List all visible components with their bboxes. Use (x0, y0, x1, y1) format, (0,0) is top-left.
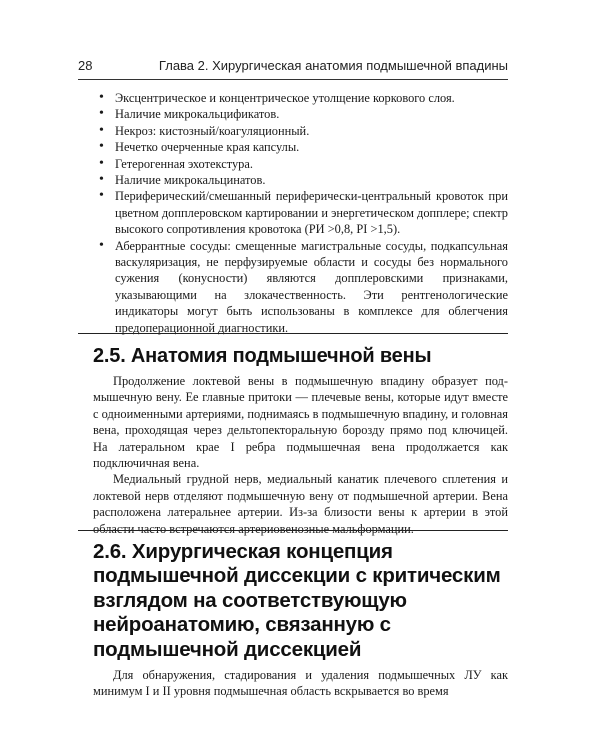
list-item: • Аберрантные сосуды: смещенные магистральные сосуды, подкапсульная васкуляризация, не перфузируемые области и сосуды без нормального сужения (конусности) являются допплеровскими признаками, указывающими на злокачественность. Эти рентгенологические индикаторы могут быть использованы в комплексе для облегчения предоперационной диагностики. (93, 238, 508, 336)
bullet-list (93, 90, 508, 336)
list-item: • Нечетко очерченные края капсулы. (93, 139, 508, 155)
paragraph: Для обнаружения, стадирования и удаления подмышечных ЛУ как минимум I и II уровня подмышечная область вскрывается во время (93, 668, 508, 699)
section-divider (78, 530, 508, 531)
running-header (78, 58, 508, 73)
list-item: • Наличие микрокальцинатов. (93, 172, 508, 188)
list-item: • Периферический/смешанный периферически-центральный кровоток при цветном допплеровском картировании и энергетическом допплере; спектр высокого сопротивления кровотока (РИ >0,8, PI >1,5). (93, 188, 508, 237)
paragraph: Медиальный грудной нерв, медиальный канатик плечевого сплетения и локтевой нерв отделяют подмышечную вену от подмышечной артерии. Вена расположена латеральнее артерии. Из-за близости вены к артерии в этой области часто встречаются артериовенозные мальформации. (93, 472, 508, 536)
header-rule (78, 79, 508, 80)
section-heading-2-5: 2.5. Анатомия подмышечной вены (93, 345, 432, 367)
list-item: • Гетерогенная эхотекстура. (93, 156, 508, 172)
page-number: 28 (78, 58, 93, 73)
paragraph: Продолжение локтевой вены в подмышечную впадину образует подмышечную вену. Ее главные притоки — плечевые вены, которые идут вместе с одноименными артериями, поднимаясь в подмышечную впадину, и головная вена, проходящая через дельтопекторальную борозду прямо под ключицей. На латеральном крае I ребра подмышечная вена продолжается как подключичная вена. (93, 374, 508, 471)
section-body-2-6 (93, 667, 508, 700)
list-item: • Некроз: кистозный/коагуляционный. (93, 123, 508, 139)
section-heading-2-6: 2.6. Хирургическая концепция подмышечной диссекции с критическим взглядом на соответствующую нейроанатомию, связанную с подмышечной диссекцией (93, 540, 501, 661)
section-divider (78, 333, 508, 334)
section-body-2-5 (93, 373, 508, 537)
bullet-section (93, 90, 508, 336)
list-item: • Наличие микрокальцификатов. (93, 106, 508, 122)
chapter-title: Глава 2. Хирургическая анатомия подмышечной впадины (158, 58, 508, 73)
list-item: • Эксцентрическое и концентрическое утолщение коркового слоя. (93, 90, 508, 106)
